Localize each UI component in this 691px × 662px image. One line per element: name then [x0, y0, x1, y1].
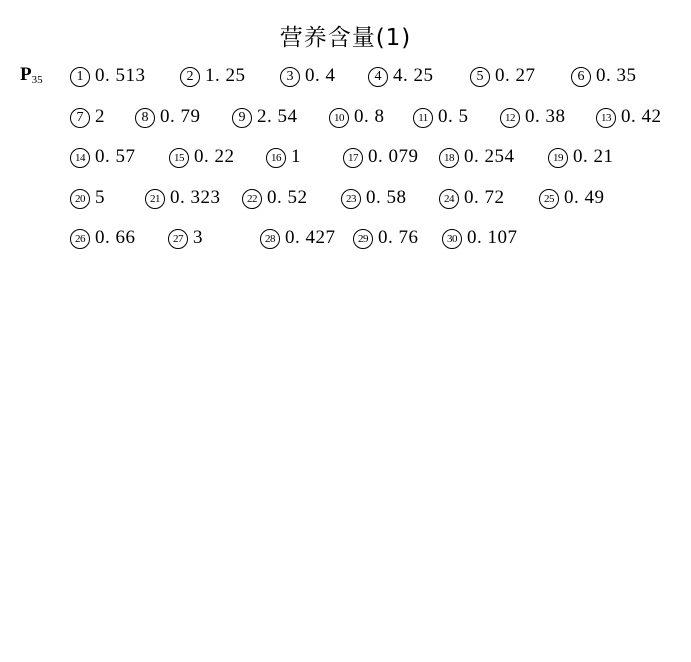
- answer-row: [70, 224, 690, 265]
- answer-row: [70, 103, 690, 144]
- circled-number: 26: [70, 229, 90, 249]
- answer-value: 0. 21: [573, 146, 614, 167]
- circled-number: 16: [266, 148, 286, 168]
- answer-item: [70, 62, 146, 89]
- answer-item: [180, 62, 246, 89]
- answer-value: 0. 323: [170, 186, 221, 208]
- circled-number: 10: [329, 108, 349, 128]
- answer-item: [439, 143, 515, 170]
- page-reference-number: 35: [31, 74, 43, 86]
- answer-value: 0. 107: [467, 227, 518, 248]
- circled-number: 30: [442, 229, 462, 249]
- answer-item: [548, 143, 614, 170]
- answer-list: [70, 62, 690, 265]
- circled-number: 11: [413, 108, 433, 128]
- answer-value: 0. 513: [95, 65, 146, 86]
- circled-number: 15: [169, 148, 189, 168]
- answer-item: [135, 103, 201, 130]
- answer-item: [70, 224, 136, 251]
- answer-value: 4. 25: [393, 65, 434, 86]
- answer-value: 0. 79: [160, 105, 201, 127]
- page-reference-prefix: P: [20, 64, 32, 85]
- answer-item: [169, 143, 235, 170]
- answer-value: 2: [95, 105, 105, 127]
- answer-item: [242, 184, 308, 211]
- answer-value: 0. 38: [525, 105, 566, 127]
- answer-value: 0. 22: [194, 146, 235, 167]
- circled-number: 9: [232, 108, 252, 128]
- answer-value: 0. 427: [285, 227, 336, 248]
- circled-number: 24: [439, 189, 459, 209]
- circled-number: 19: [548, 148, 568, 168]
- circled-number: 4: [368, 67, 388, 87]
- answer-item: [70, 184, 105, 211]
- answer-item: [539, 184, 605, 211]
- answer-item: [500, 103, 566, 130]
- answer-value: 0. 66: [95, 227, 136, 248]
- circled-number: 28: [260, 229, 280, 249]
- circled-number: 23: [341, 189, 361, 209]
- answer-item: [70, 103, 105, 130]
- answer-value: 0. 5: [438, 105, 469, 127]
- answer-value: 0. 49: [564, 186, 605, 208]
- circled-number: 6: [571, 67, 591, 87]
- answer-value: 0. 8: [354, 105, 385, 127]
- answer-value: 0. 72: [464, 186, 505, 208]
- answer-item: [168, 224, 203, 251]
- circled-number: 14: [70, 148, 90, 168]
- circled-number: 18: [439, 148, 459, 168]
- answer-value: 0. 4: [305, 65, 336, 86]
- circled-number: 12: [500, 108, 520, 128]
- answer-value: 0. 254: [464, 146, 515, 167]
- answer-row: [70, 143, 690, 184]
- answer-item: [280, 62, 336, 89]
- answer-row: [70, 62, 690, 103]
- answer-value: 0. 27: [495, 65, 536, 86]
- answer-item: [329, 103, 385, 130]
- answer-item: [470, 62, 536, 89]
- circled-number: 13: [596, 108, 616, 128]
- circled-number: 27: [168, 229, 188, 249]
- circled-number: 8: [135, 108, 155, 128]
- page-title: 营养含量(1): [279, 25, 412, 51]
- answer-item: [439, 184, 505, 211]
- circled-number: 5: [470, 67, 490, 87]
- answer-item: [368, 62, 434, 89]
- answer-item: [232, 103, 298, 130]
- answer-value: 2. 54: [257, 105, 298, 127]
- answer-item: [571, 62, 637, 89]
- circled-number: 20: [70, 189, 90, 209]
- circled-number: 25: [539, 189, 559, 209]
- circled-number: 21: [145, 189, 165, 209]
- circled-number: 22: [242, 189, 262, 209]
- answer-item: [341, 184, 407, 211]
- answer-item: [260, 224, 336, 251]
- answer-item: [353, 224, 419, 251]
- answer-row: [70, 184, 690, 225]
- circled-number: 2: [180, 67, 200, 87]
- page-reference: [20, 64, 43, 86]
- circled-number: 7: [70, 108, 90, 128]
- answer-value: 0. 35: [596, 65, 637, 86]
- circled-number: 17: [343, 148, 363, 168]
- answer-value: 0. 76: [378, 227, 419, 248]
- answer-item: [442, 224, 518, 251]
- circled-number: 3: [280, 67, 300, 87]
- answer-item: [70, 143, 136, 170]
- answer-value: 0. 58: [366, 186, 407, 208]
- circled-number: 29: [353, 229, 373, 249]
- answer-item: [596, 103, 662, 130]
- answer-item: [343, 143, 419, 170]
- answer-value: 0. 42: [621, 105, 662, 127]
- answer-value: 0. 57: [95, 146, 136, 167]
- answer-value: 0. 079: [368, 146, 419, 167]
- answer-value: 1: [291, 146, 301, 167]
- answer-item: [413, 103, 469, 130]
- answer-value: 1. 25: [205, 65, 246, 86]
- circled-number: 1: [70, 67, 90, 87]
- answer-value: 0. 52: [267, 186, 308, 208]
- answer-item: [145, 184, 221, 211]
- answer-value: 3: [193, 227, 203, 248]
- answer-item: [266, 143, 301, 170]
- answer-value: 5: [95, 186, 105, 208]
